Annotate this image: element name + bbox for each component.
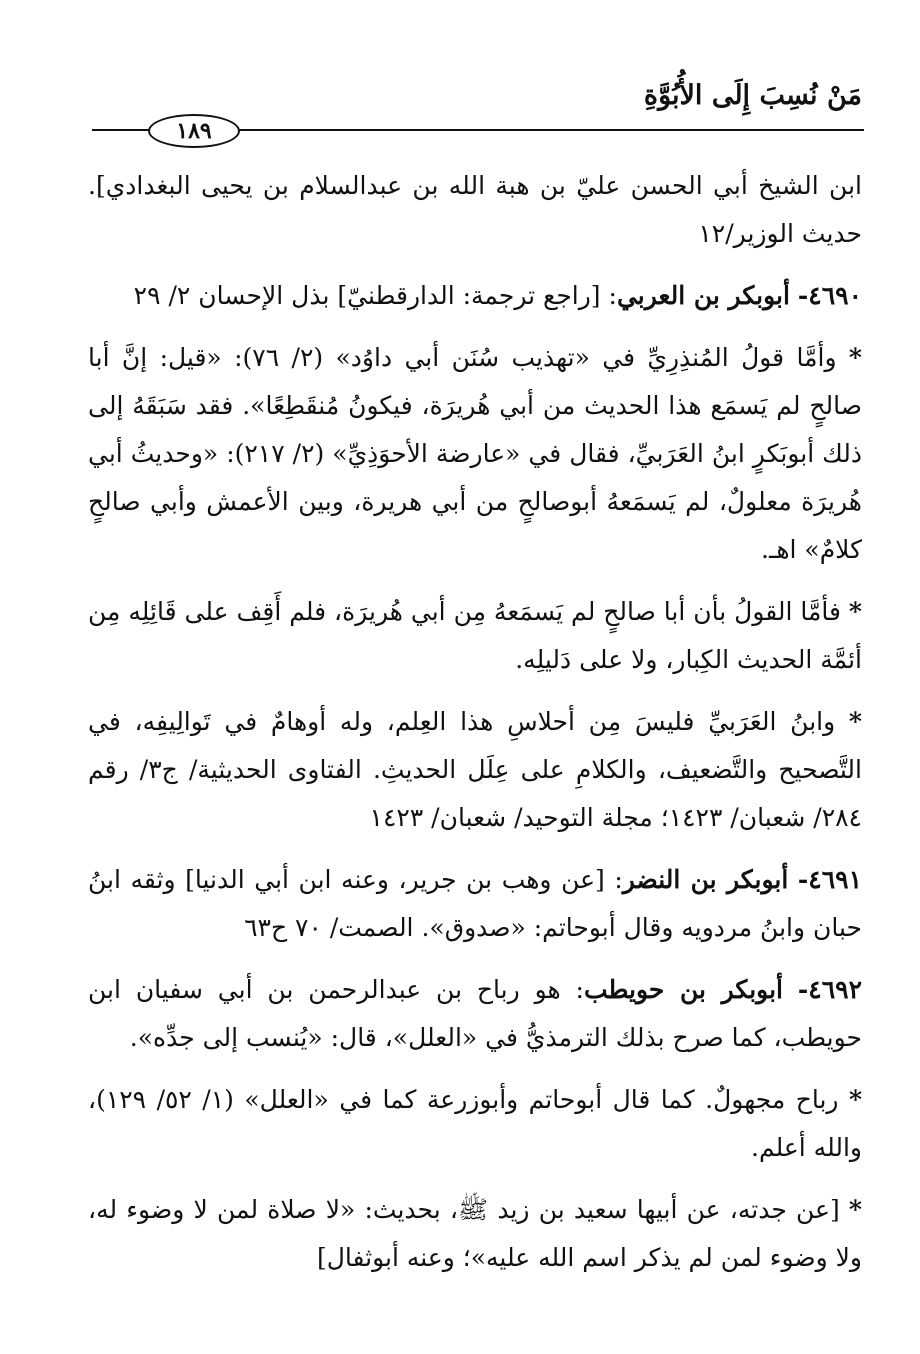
running-title: مَنْ نُسِبَ إِلَى الأُبُوَّةِ [643,80,862,111]
comment-text: رباح مجهولٌ. كما قال أبوحاتم وأبوزرعة كما في «العلل» (١/ ٥٢/ ١٢٩)، والله أعلم. [88,1085,862,1162]
comment-text: فأمَّا القولُ بأن أبا صالحٍ لم يَسمَعهُ مِن أبي هُريرَة، فلم أَقِف على قَائِلِه مِن أئمَّة الحديث الكِبار، ولا على دَليلِه. [88,597,862,674]
asterisk-marker: * [848,597,862,626]
page-body [88,162,862,1282]
entry-text: : هو رباح بن عبدالرحمن بن أبي سفيان ابن حويطب، كما صرح بذلك الترمذيُّ في «العلل»، قال: «يُنسب إلى جدِّه». [88,975,862,1052]
comment-paragraph [88,334,862,574]
entry-4691 [88,856,862,952]
entry-number: ٤٦٩٢- [797,975,863,1004]
paragraph-continuation: ابن الشيخ أبي الحسن عليّ بن هبة الله بن عبدالسلام بن يحيى البغدادي]. حديث الوزير/١٢ [88,171,862,248]
asterisk-marker: * [848,1085,863,1114]
comment-paragraph [88,698,862,842]
comment-paragraph [88,588,862,684]
entry-number: ٤٦٩٠- [797,281,862,310]
entry-name: أبوبكر بن حويطب [583,975,784,1004]
comment-text: [عن جدته، عن أبيها سعيد بن زيد ﷺ، بحديث: «لا صلاة لمن لا وضوء له، ولا وضوء لمن لم يذكر اسم الله عليه»؛ وعنه أبوثفال] [88,1195,862,1272]
comment-text: وأمَّا قولُ المُنذِرِيِّ في «تهذيب سُنَن أبي داوُد» (٢/ ٧٦): «قيل: إنَّ أبا صالحٍ لم يَسمَع هذا الحديث من أبي هُريرَة، فيكونُ مُنقَطِعًا». فقد سَبَقَهُ إلى ذلك أبوبَكرٍ ابنُ العَرَبيِّ، فقال في «عارضة الأحوَذِيِّ» (٢/ ٢١٧): «وحديثُ أبي هُريرَة معلولٌ، لم يَسمَعهُ أبوصالحٍ من أبي هريرة، وبين الأعمش وأبي صالحٍ كلامٌ» اهـ. [88,343,862,564]
asterisk-marker: * [848,343,862,372]
page-number: ١٨٩ [148,114,240,148]
entry-4690 [88,272,862,320]
entry-text: : [عن وهب بن جرير، وعنه ابن أبي الدنيا] وثقه ابنُ حبان وابنُ مردويه وقال أبوحاتم: «صدوق». الصمت/ ٧٠ ح٦٣ [88,865,862,942]
entry-name: أبوبكر بن العربي [616,281,790,310]
asterisk-marker: * [848,1195,862,1224]
entry-text: : [راجع ترجمة: الدارقطنيّ] بذل الإحسان ٢/ ٢٩ [133,281,617,310]
comment-text: وابنُ العَرَبيِّ فليسَ مِن أحلاسِ هذا العِلم، وله أوهامٌ في تَوالِيفِه، في التَّصحيح والتَّضعيف، والكلامِ على عِلَل الحديثِ. الفتاوى الحديثية/ ج٣/ رقم ٢٨٤/ شعبان/ ١٤٢٣؛ مجلة التوحيد/ شعبان/ ١٤٢٣ [88,707,862,832]
comment-paragraph [88,1186,862,1282]
entry-number: ٤٦٩١- [797,865,862,894]
asterisk-marker: * [848,707,862,736]
entry-name: أبوبكر بن النضر [622,865,789,894]
entry-4692 [88,966,862,1062]
comment-paragraph [88,1076,862,1172]
